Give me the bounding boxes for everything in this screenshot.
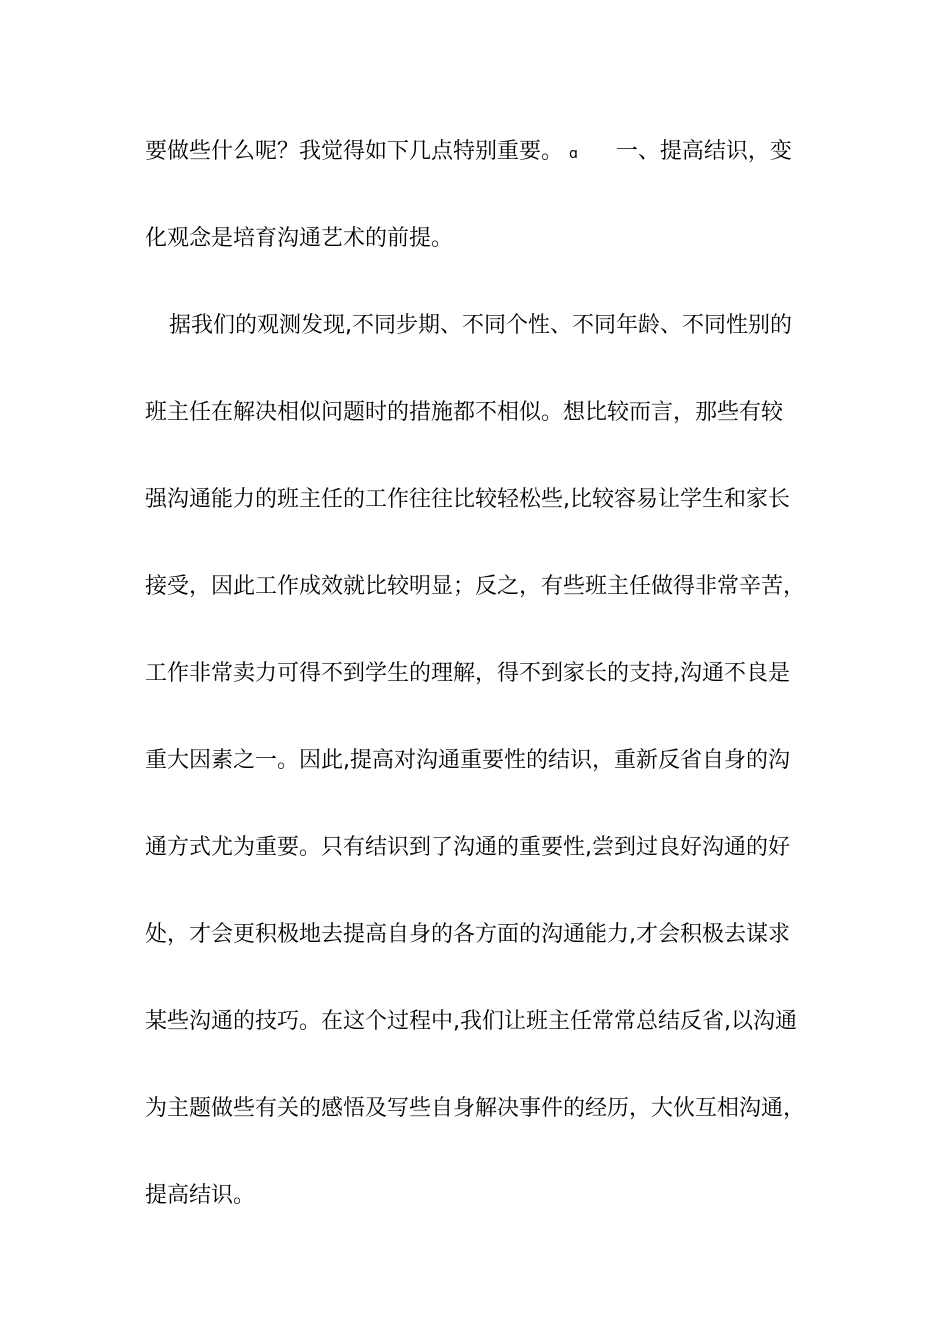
text-line-8: 重大因素之一。因此,提高对沟通重要性的结识，重新反省自身的沟 (145, 748, 790, 773)
text-line-9: 通方式尤为重要。只有结识到了沟通的重要性,尝到过良好沟通的好 (145, 835, 790, 860)
text-line-3-content: 据我们的观测发现,不同步期、不同个性、不同年龄、不同性别的 (169, 313, 792, 338)
text-line-11: 某些沟通的技巧。在这个过程中,我们让班主任常常总结反省,以沟通 (145, 1009, 797, 1034)
text-line-1 (145, 132, 825, 172)
text-line-13: 提高结识。 (145, 1183, 256, 1208)
text-line-3 (145, 306, 825, 346)
paragraph-mark-icon: ɑ (569, 146, 578, 162)
text-line-12: 为主题做些有关的感悟及写些自身解决事件的经历，大伙互相沟通， (145, 1096, 806, 1121)
text-line-2: 化观念是培育沟通艺术的前提。 (145, 226, 454, 251)
text-line-5: 强沟通能力的班主任的工作往往比较轻松些,比较容易让学生和家长 (145, 487, 790, 512)
text-line-4: 班主任在解决相似问题时的措施都不相似。想比较而言，那些有较 (145, 400, 784, 425)
text-line-7: 工作非常卖力可得不到学生的理解，得不到家长的支持,沟通不良是 (145, 661, 790, 686)
text-line-1-part-2: 一、提高结识，变 (615, 139, 792, 164)
text-line-1-part-1: 要做些什么呢？我觉得如下几点特别重要。 (145, 139, 564, 164)
text-line-10: 处，才会更积极地去提高自身的各方面的沟通能力,才会积极去谋求 (145, 922, 790, 947)
text-line-6: 接受，因此工作成效就比较明显；反之，有些班主任做得非常辛苦， (145, 574, 806, 599)
